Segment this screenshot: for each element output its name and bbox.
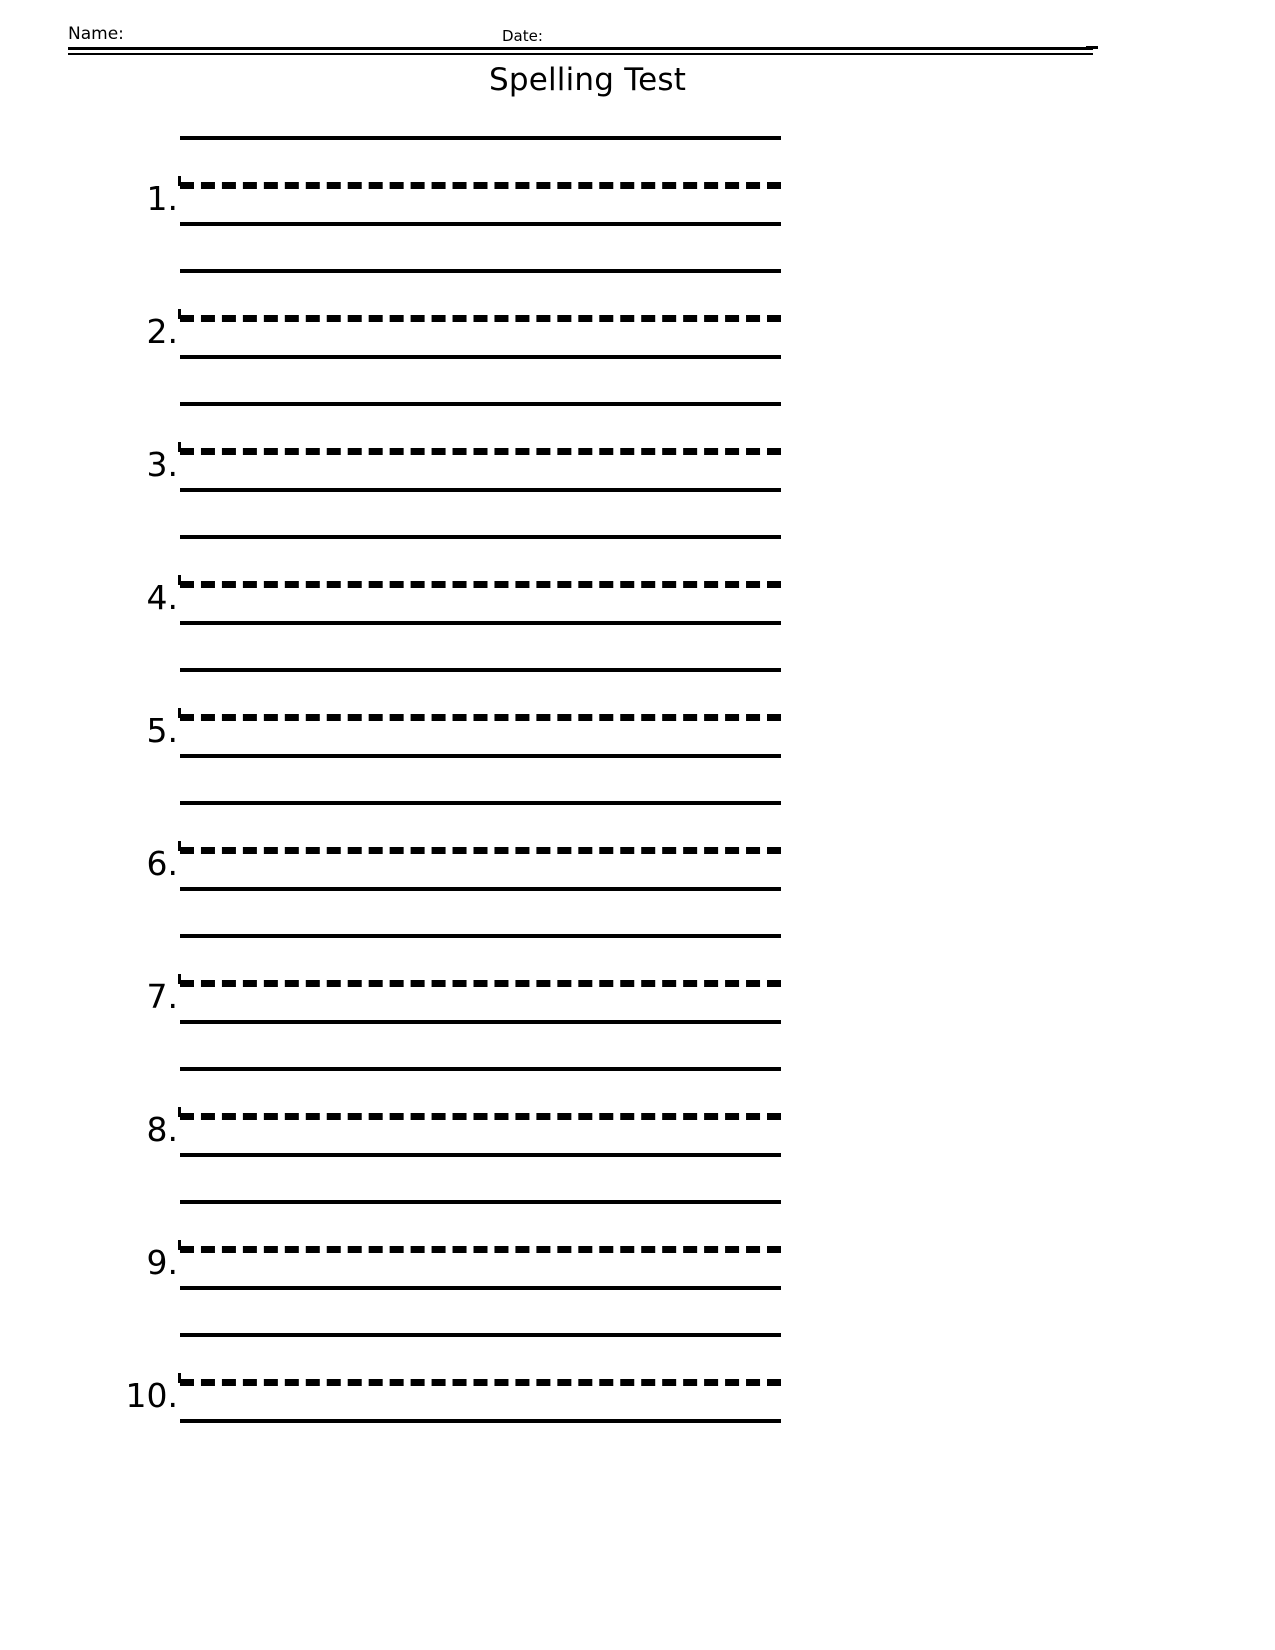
handwriting-line-baseline bbox=[180, 222, 781, 226]
row-number: 5. bbox=[146, 711, 178, 750]
writing-row bbox=[0, 388, 1275, 521]
row-number: 9. bbox=[146, 1243, 178, 1282]
handwriting-line-dashed-middle bbox=[180, 980, 781, 987]
handwriting-line-baseline bbox=[180, 1286, 781, 1290]
handwriting-line-dashed-middle bbox=[180, 1113, 781, 1120]
handwriting-line-dashed-middle bbox=[180, 182, 781, 189]
handwriting-line-dashed-middle bbox=[180, 581, 781, 588]
writing-row bbox=[0, 920, 1275, 1053]
handwriting-line-baseline bbox=[180, 1419, 781, 1423]
handwriting-line-top bbox=[180, 1067, 781, 1071]
header-rule-bottom bbox=[68, 53, 1093, 55]
handwriting-line-baseline bbox=[180, 1020, 781, 1024]
handwriting-line-dashed-middle bbox=[180, 714, 781, 721]
writing-row bbox=[0, 1053, 1275, 1186]
handwriting-line-top bbox=[180, 934, 781, 938]
writing-row bbox=[0, 255, 1275, 388]
writing-row bbox=[0, 1186, 1275, 1319]
handwriting-line-baseline bbox=[180, 1153, 781, 1157]
handwriting-line-top bbox=[180, 1200, 781, 1204]
handwriting-line-baseline bbox=[180, 887, 781, 891]
row-number: 3. bbox=[146, 445, 178, 484]
page-title: Spelling Test bbox=[488, 62, 687, 98]
header-rule-top bbox=[68, 47, 1093, 50]
handwriting-line-dashed-middle bbox=[180, 448, 781, 455]
date-label: Date: bbox=[502, 27, 543, 45]
handwriting-line-baseline bbox=[180, 621, 781, 625]
handwriting-line-dashed-middle bbox=[180, 1246, 781, 1253]
writing-row bbox=[0, 1319, 1275, 1452]
header-end-tick-icon bbox=[1086, 46, 1098, 49]
handwriting-line-baseline bbox=[180, 488, 781, 492]
name-label: Name: bbox=[68, 24, 124, 44]
handwriting-line-top bbox=[180, 668, 781, 672]
writing-row bbox=[0, 521, 1275, 654]
handwriting-line-dashed-middle bbox=[180, 1379, 781, 1386]
row-number: 1. bbox=[146, 179, 178, 218]
row-number: 4. bbox=[146, 578, 178, 617]
row-number: 6. bbox=[146, 844, 178, 883]
handwriting-line-baseline bbox=[180, 754, 781, 758]
writing-row bbox=[0, 654, 1275, 787]
handwriting-line-top bbox=[180, 1333, 781, 1337]
writing-row bbox=[0, 787, 1275, 920]
writing-rows bbox=[0, 122, 1275, 1452]
handwriting-line-top bbox=[180, 269, 781, 273]
handwriting-line-dashed-middle bbox=[180, 847, 781, 854]
handwriting-line-top bbox=[180, 136, 781, 140]
handwriting-line-dashed-middle bbox=[180, 315, 781, 322]
handwriting-line-top bbox=[180, 402, 781, 406]
row-number: 8. bbox=[146, 1110, 178, 1149]
handwriting-line-baseline bbox=[180, 355, 781, 359]
worksheet-header bbox=[0, 0, 1275, 58]
writing-row bbox=[0, 122, 1275, 255]
row-number: 10. bbox=[125, 1376, 178, 1415]
row-number: 2. bbox=[146, 312, 178, 351]
handwriting-line-top bbox=[180, 535, 781, 539]
row-number: 7. bbox=[146, 977, 178, 1016]
handwriting-line-top bbox=[180, 801, 781, 805]
